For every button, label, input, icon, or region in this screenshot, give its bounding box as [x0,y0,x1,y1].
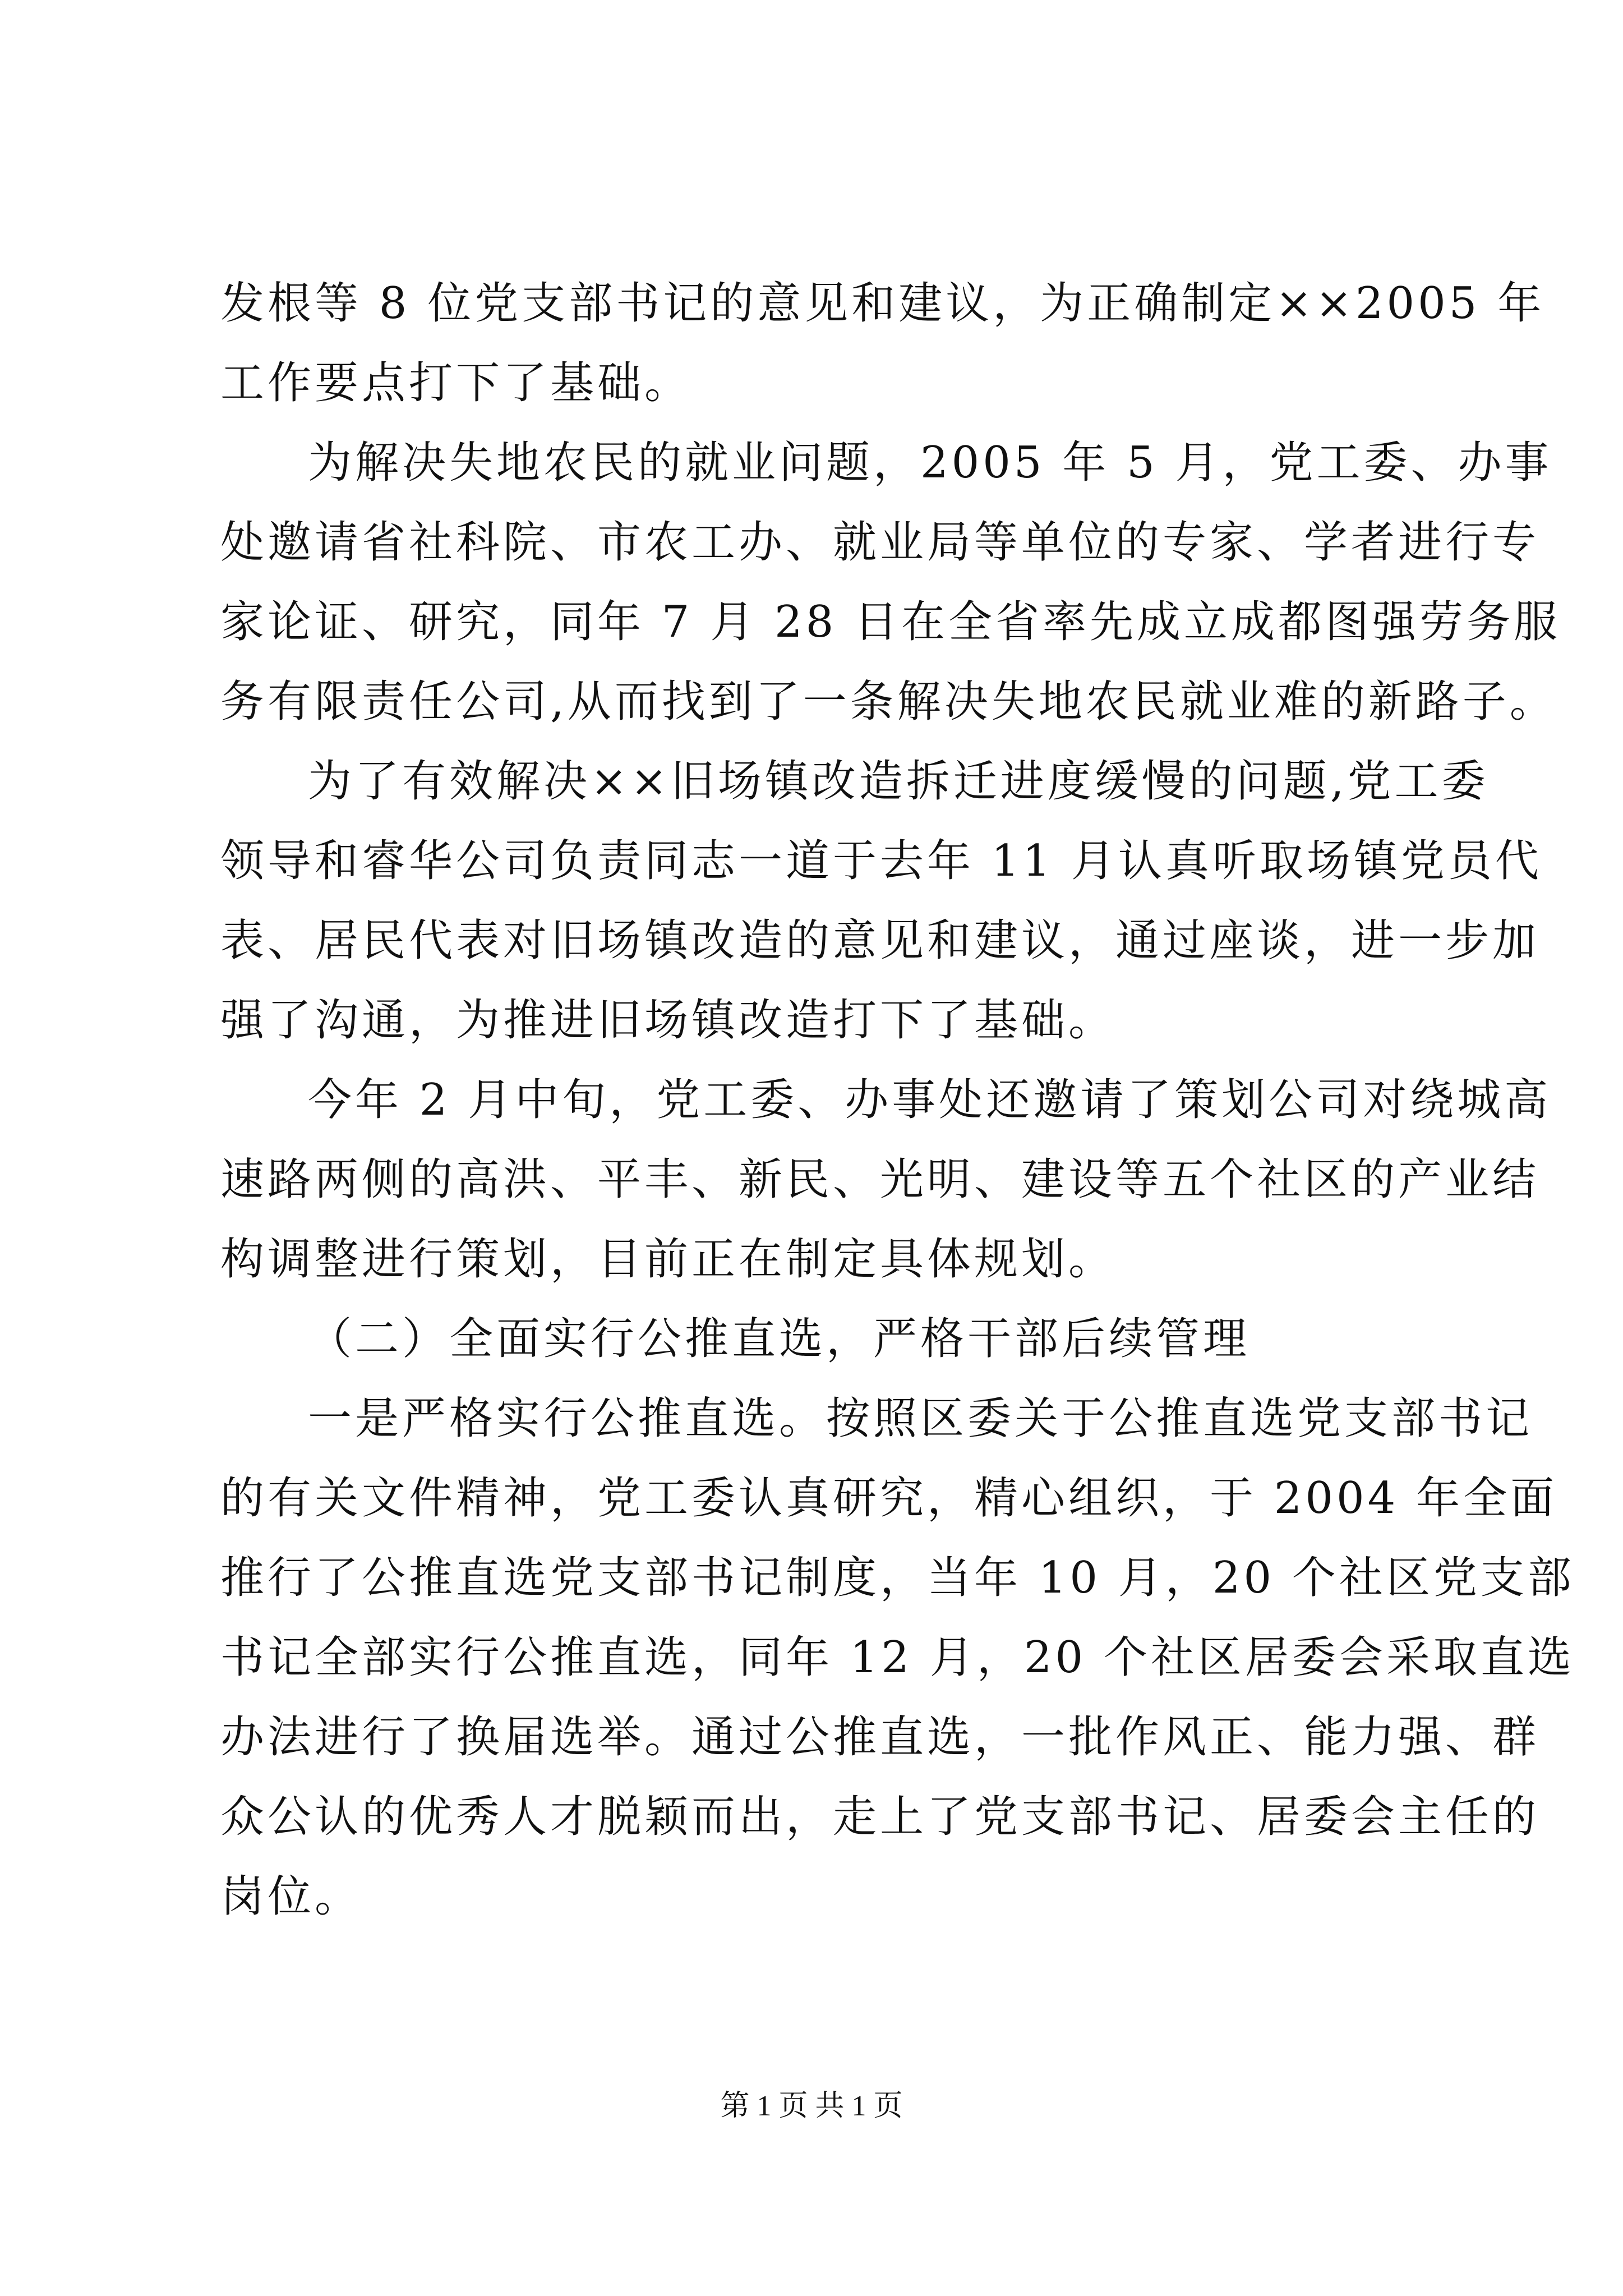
text-line: 书记全部实行公推直选，同年 12 月，20 个社区居委会采取直选 [220,1632,1575,1683]
document-body [220,264,1575,1936]
text-line: 构调整进行策划，目前正在制定具体规划。 [220,1234,1116,1285]
page-number-footer: 第 1 页 共 1 页 [720,2090,903,2122]
text-line: 推行了公推直选党支部书记制度，当年 10 月，20 个社区党支部 [220,1553,1575,1603]
text-line: 工作要点打下了基础。 [220,358,692,408]
paragraph [220,1060,1552,1299]
text-line: 家论证、研究，同年 7 月 28 日在全省率先成立成都图强劳务服 [220,597,1561,647]
paragraph [220,1379,1575,1936]
text-line: 岗位。 [220,1871,362,1922]
section-heading [220,1299,1443,1379]
text-line: 众公认的优秀人才脱颖而出，走上了党支部书记、居委会主任的 [220,1792,1540,1842]
text-line: 的有关文件精神，党工委认真研究，精心组织，于 2004 年全面 [220,1473,1558,1524]
text-line: 一是严格实行公推直选。按照区委关于公推直选党支部书记 [308,1393,1533,1444]
heading-line: （二）全面实行公推直选，严格干部后续管理 [308,1314,1251,1364]
text-line: 处邀请省社科院、市农工办、就业局等单位的专家、学者进行专 [220,517,1540,568]
text-line: 强了沟通，为推进旧场镇改造打下了基础。 [220,995,1116,1046]
text-line: 务有限责任公司,从而找到了一条解决失地农民就业难的新路子。 [220,677,1557,727]
text-line: 领导和睿华公司负责同志一道于去年 11 月认真听取场镇党员代 [220,836,1542,886]
text-line: 办法进行了换届选举。通过公推直选，一批作风正、能力强、群 [220,1712,1540,1763]
text-line: 为了有效解决××旧场镇改造拆迁进度缓慢的问题,党工委 [308,756,1489,807]
text-line: 今年 2 月中旬，党工委、办事处还邀请了策划公司对绕城高 [308,1075,1552,1125]
text-line: 表、居民代表对旧场镇改造的意见和建议，通过座谈，进一步加 [220,915,1540,966]
text-line: 速路两侧的高洪、平丰、新民、光明、建设等五个社区的产业结 [220,1154,1540,1205]
paragraph [220,423,1561,742]
text-line: 发根等 8 位党支部书记的意见和建议，为正确制定××2005 年 [220,278,1545,329]
paragraph [220,264,1545,423]
paragraph [220,742,1542,1060]
text-line: 为解决失地农民的就业问题，2005 年 5 月，党工委、办事 [308,438,1552,488]
